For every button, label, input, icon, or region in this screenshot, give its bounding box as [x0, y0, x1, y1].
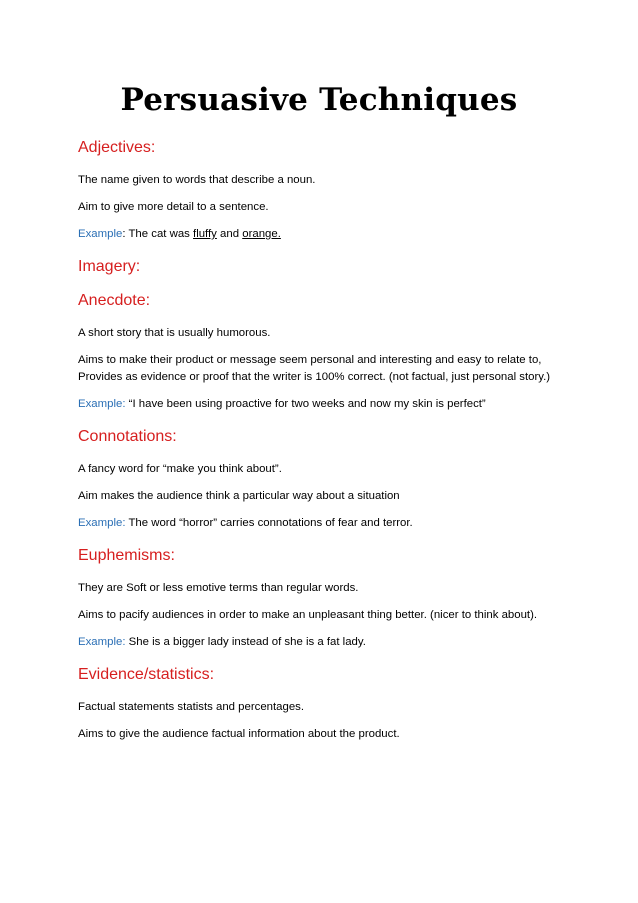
document-body	[78, 138, 578, 753]
connotations-definition: A fancy word for “make you think about”.	[78, 463, 282, 475]
anecdote-aim: Aims to make their product or message seem personal and interesting and easy to relate to, Provides as evidence or proof that the writer is 100% correct. (not factual, just personal story.)	[78, 354, 551, 383]
euphemisms-example	[78, 634, 578, 651]
anecdote-example	[78, 396, 578, 413]
example-text: and	[216, 228, 243, 240]
anecdote-definition: A short story that is usually humorous.	[78, 327, 271, 339]
euphemisms-aim: Aims to pacify audiences in order to make an unpleasant thing better. (nicer to think about).	[78, 609, 538, 621]
example-text: : The cat was	[122, 228, 194, 240]
heading-adjectives: Adjectives:	[78, 139, 156, 156]
example-underlined-word: orange.	[242, 228, 281, 240]
page-title: Persuasive Techniques	[120, 82, 518, 118]
example-text: She is a bigger lady instead of she is a fat lady.	[125, 636, 366, 648]
example-text: “I have been using proactive for two weeks and now my skin is perfect”	[125, 398, 486, 410]
example-label: Example:	[78, 636, 126, 648]
heading-connotations: Connotations:	[78, 428, 177, 445]
evidence-definition: Factual statements statists and percentages.	[78, 701, 305, 713]
example-label: Example:	[78, 517, 126, 529]
adjectives-example	[78, 226, 578, 243]
connotations-example	[78, 515, 578, 532]
adjectives-definition: The name given to words that describe a noun.	[78, 174, 316, 186]
heading-euphemisms: Euphemisms:	[78, 547, 175, 564]
example-text: The word “horror” carries connotations of fear and terror.	[125, 517, 413, 529]
evidence-aim: Aims to give the audience factual information about the product.	[78, 728, 400, 740]
heading-evidence-statistics: Evidence/statistics:	[78, 666, 215, 683]
example-underlined-word: fluffy	[193, 228, 217, 240]
example-label: Example	[78, 228, 123, 240]
connotations-aim: Aim makes the audience think a particular way about a situation	[78, 490, 400, 502]
heading-anecdote: Anecdote:	[78, 292, 151, 309]
adjectives-aim: Aim to give more detail to a sentence.	[78, 201, 269, 213]
euphemisms-definition: They are Soft or less emotive terms than regular words.	[78, 582, 359, 594]
example-label: Example:	[78, 398, 126, 410]
heading-imagery: Imagery:	[78, 258, 141, 275]
